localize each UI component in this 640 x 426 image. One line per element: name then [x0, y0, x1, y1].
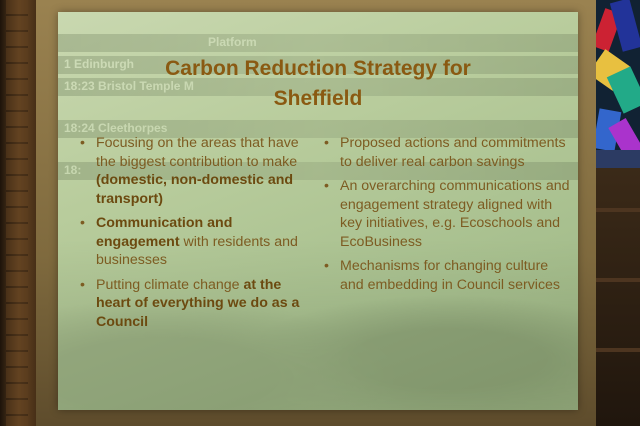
board-row: 1 Edinburgh — [58, 56, 578, 74]
slide-title — [58, 54, 578, 114]
right-bullet-list — [320, 134, 570, 300]
board-row: Platform — [58, 34, 578, 52]
bullet-item: • Proposed actions and commitments to deliver real carbon savings — [320, 134, 570, 171]
projected-slide — [58, 12, 578, 410]
bullet-item: • An overarching communications and engagement strategy aligned with key initiatives, e.g. Ecoschools and EcoBusiness — [320, 177, 570, 251]
wooden-shelf — [594, 168, 640, 426]
slide-title-line1: Carbon Reduction Strategy for — [165, 57, 471, 80]
bullet-item: • Mechanisms for changing culture and embedding in Council services — [320, 257, 570, 294]
bullet-item: • Communication and engagement with residents and businesses — [76, 214, 308, 270]
left-bullet-list — [76, 134, 308, 337]
board-row: 18:24 Cleethorpes — [58, 120, 578, 138]
slide-title-line2: Sheffield — [273, 87, 363, 110]
board-row: 18: — [58, 162, 578, 180]
bullet-item: • Putting climate change at the heart of everything we do as a Council — [76, 276, 308, 332]
bullet-item: • Focusing on the areas that have the biggest contribution to make (domestic, non-domestic and transport) — [76, 134, 308, 208]
stained-glass-window — [594, 0, 640, 170]
board-row: 18:23 Bristol Temple M — [58, 78, 578, 96]
